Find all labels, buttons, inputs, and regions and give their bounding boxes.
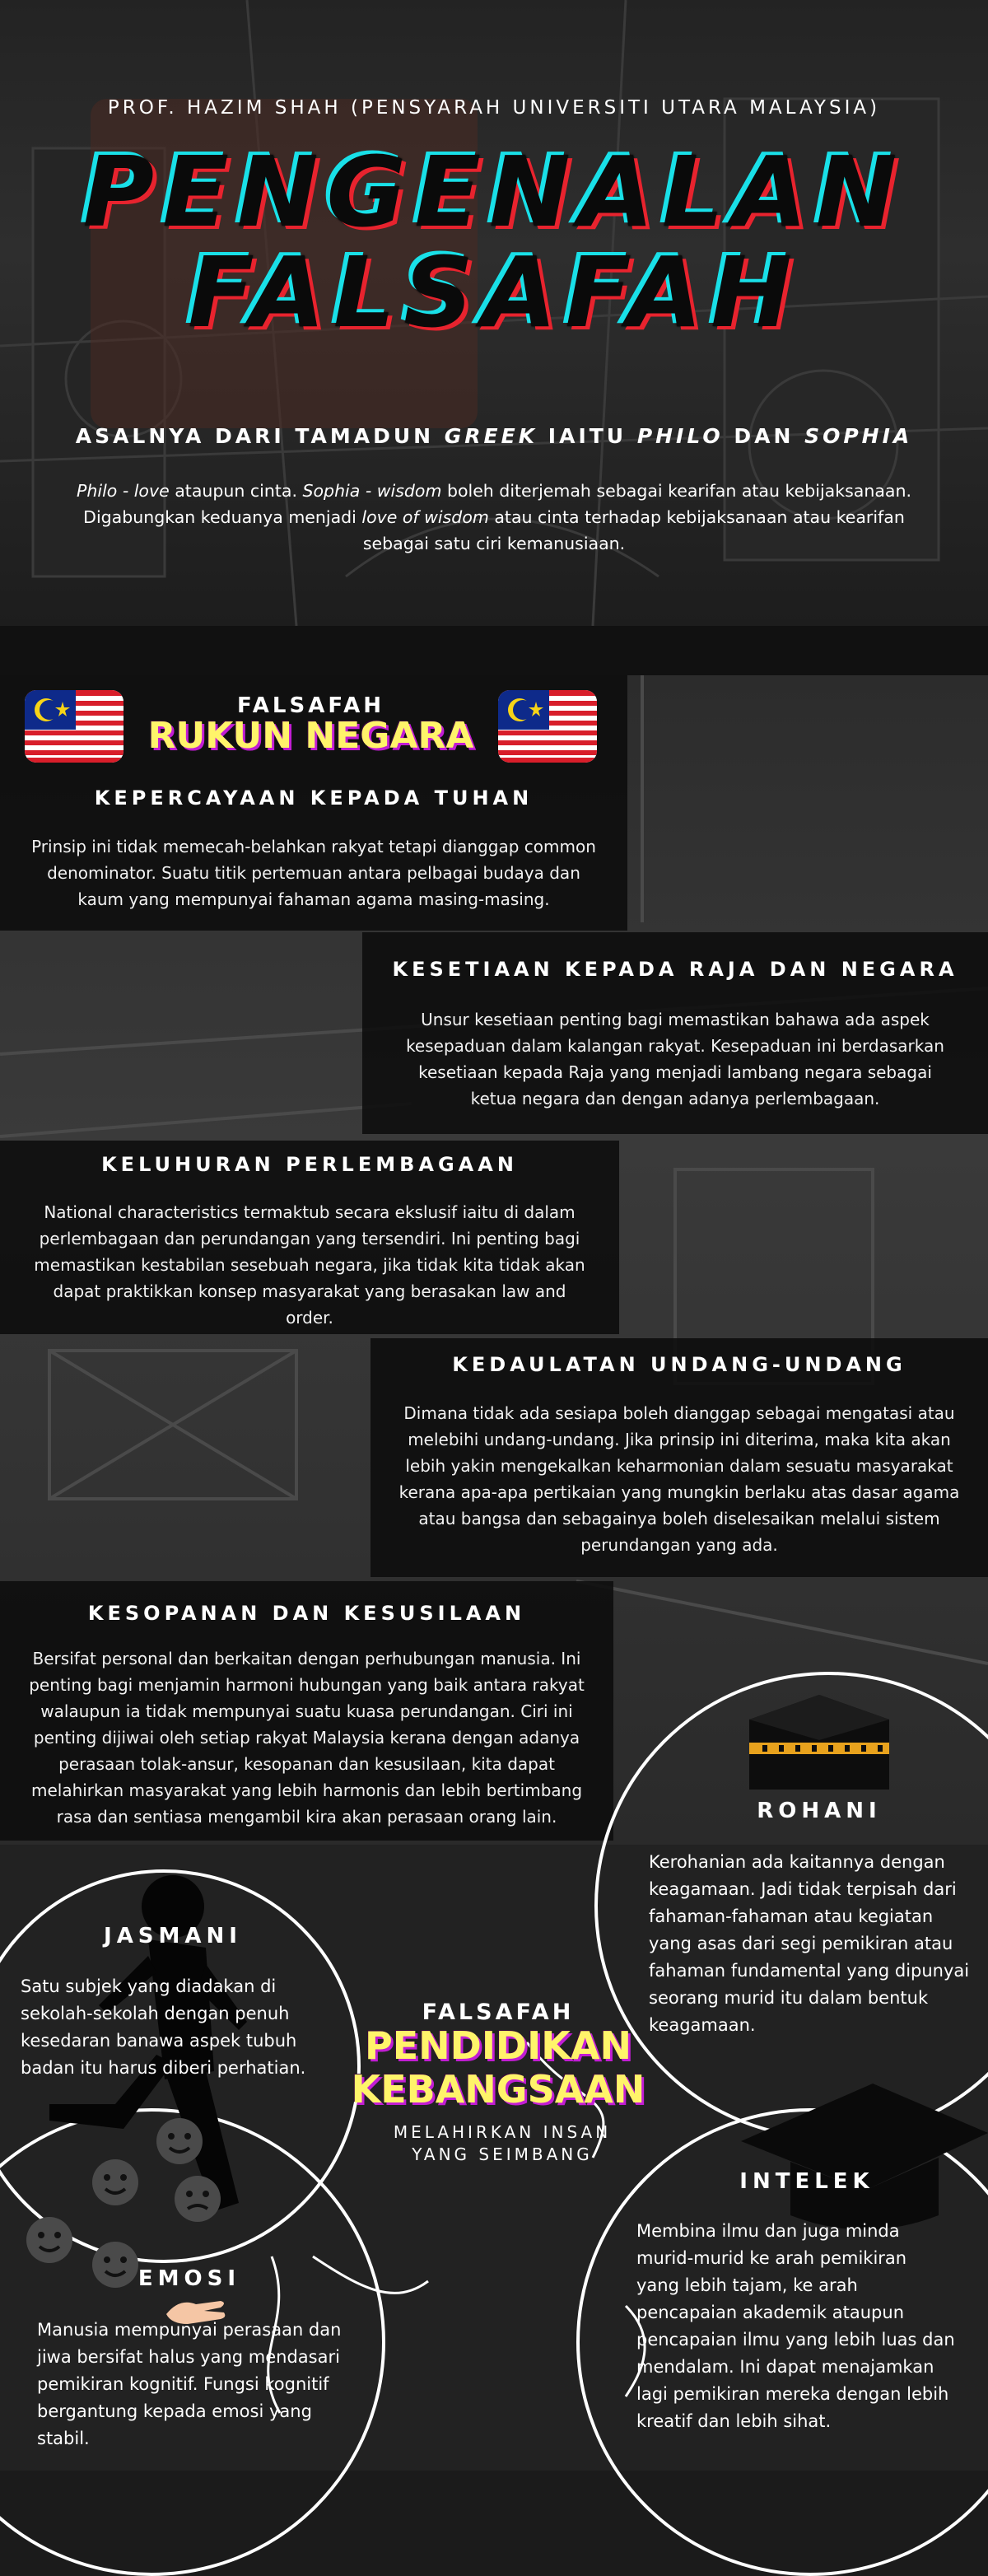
body-line: kerana apa-apa pertikaian yang mungkin berlaku atas dasar agama (398, 1482, 960, 1502)
pendidikan-subtitle-1: MELAHIRKAN INSAN (393, 2122, 612, 2142)
main-title-line2: FALSAFAH (188, 236, 800, 349)
body-line: ketua negara dan dengan adanya perlembagaan. (470, 1089, 880, 1108)
body-line: seorang murid itu dalam bentuk (649, 1988, 929, 2008)
body-line: lagi pemikiran mereka dengan lebih (636, 2384, 949, 2404)
body-line: order. (286, 1308, 333, 1328)
body-line: dapat praktikkan konsep masyarakat yang berasakan law and (53, 1281, 566, 1301)
body-line: Membina ilmu dan juga minda (636, 2221, 900, 2241)
rohani-title: ROHANI (757, 1799, 882, 1823)
rukun-item-body (0, 1199, 619, 1331)
body-line: bergantung kepada emosi yang (37, 2401, 312, 2421)
rukun-item-body (370, 1400, 988, 1558)
origin-body-line1 (0, 478, 988, 504)
pendidikan-label: FALSAFAH (422, 2000, 575, 2025)
body-line: Dimana tidak ada sesiapa boleh dianggap sebagai mengatasi atau (403, 1403, 955, 1423)
rukun-item-title: KELUHURAN PERLEMBAGAAN (101, 1153, 518, 1176)
body-line: Satu subjek yang diadakan di (21, 1976, 277, 1996)
origin-heading-sophia: SOPHIA (804, 424, 913, 448)
body-line: perundangan yang ada. (580, 1535, 778, 1555)
kaaba-icon (733, 1695, 906, 1797)
pendidikan-title-1: PENDIDIKAN (365, 2023, 631, 2068)
origin-text: atau cinta terhadap kebijaksanaan atau kearifan (488, 507, 905, 527)
origin-philo-text: Philo - love (77, 481, 170, 501)
emosi-title: EMOSI (137, 2266, 241, 2291)
body-line: kesepaduan dalam kalangan rakyat. Kesepaduan ini berdasarkan (406, 1036, 944, 1056)
body-line: sekolah-sekolah dengan penuh (21, 2004, 290, 2023)
origin-body (0, 478, 988, 557)
malaysia-flag-icon (25, 690, 124, 763)
origin-sophia-text: Sophia - wisdom (302, 481, 442, 501)
origin-heading-greek: GREEK (444, 424, 538, 448)
body-line: fahaman fundamental yang dipunyai (649, 1961, 970, 1981)
body-line: melahirkan masyarakat yang lebih harmonis dan lebih bertimbang (30, 1780, 583, 1800)
rohani-body (649, 1849, 988, 2039)
graduation-cap-icon (741, 2067, 988, 2235)
byline: PROF. HAZIM SHAH (PENSYARAH UNIVERSITI UTARA MALAYSIA) (107, 97, 881, 119)
body-line: mendalam. Ini dapat menajamkan (636, 2357, 934, 2377)
body-line: jiwa bersifat halus yang mendasari (37, 2347, 340, 2367)
intelek-title: INTELEK (739, 2169, 874, 2194)
body-line: badan itu harus diberi perhatian. (21, 2058, 306, 2078)
pendidikan-title-2: KEBANGSAAN (351, 2067, 645, 2112)
rukun-item-body (0, 1645, 613, 1830)
origin-heading-part: ASALNYA DARI TAMADUN (75, 424, 445, 448)
separator-band (0, 626, 988, 675)
rukun-item-title: KESOPANAN DAN KESUSILAAN (87, 1602, 526, 1625)
body-line: yang lebih tajam, ke arah (636, 2275, 858, 2295)
origin-heading-philo: PHILO (636, 424, 724, 448)
body-line: denominator. Suatu titik pertemuan antara pelbagai budaya dan (47, 863, 580, 883)
body-line: keagamaan. Jadi tidak terpisah dari (649, 1879, 957, 1899)
body-line: stabil. (37, 2429, 90, 2448)
body-line: Manusia mempunyai perasaan dan (37, 2320, 342, 2340)
rukun-item-body (362, 1006, 988, 1112)
origin-text: ataupun cinta. (169, 481, 303, 501)
body-line: rasa dan sentiasa mengambil kira akan perasaan orang lain. (56, 1807, 557, 1827)
body-line: Unsur kesetiaan penting bagi memastikan bahawa ada aspek (421, 1010, 930, 1029)
body-line: kesedaran banawa aspek tubuh (21, 2031, 297, 2051)
rukun-item-title: KEDAULATAN UNDANG-UNDANG (452, 1353, 906, 1376)
origin-text: boleh diterjemah sebagai kearifan atau kebijaksanaan. (441, 481, 911, 501)
body-line: keagamaan. (649, 2015, 756, 2035)
rukun-label: FALSAFAH (237, 693, 384, 718)
origin-heading-part: IAITU (538, 424, 637, 448)
emosi-body (37, 2317, 383, 2452)
jasmani-body (21, 1973, 350, 2082)
origin-body-line2 (0, 504, 988, 530)
body-line: memastikan kestabilan sesebuah negara, jika tidak kita tidak akan (34, 1255, 585, 1275)
body-line: Kerohanian ada kaitannya dengan (649, 1852, 945, 1872)
body-line: yang asas dari segi pemikiran atau (649, 1934, 953, 1953)
body-line: pencapaian ilmu yang lebih luas dan (636, 2330, 955, 2350)
body-line: atau bangsa dan sebagainya boleh diselesaikan melalui sistem (418, 1509, 940, 1528)
body-line: perasaan tolak-ansur, kesopanan dan kesusilaan, kita dapat (58, 1754, 555, 1774)
body-line: lebih yakin mengekalkan keharmonian dalam sesuatu masyarakat (405, 1456, 953, 1476)
origin-heading-part: DAN (723, 424, 805, 448)
body-line: murid-murid ke arah pemikiran (636, 2248, 907, 2268)
origin-body-line3: sebagai satu ciri kemanusiaan. (362, 534, 626, 553)
body-line: pencapaian akademik ataupun (636, 2303, 904, 2322)
main-title-line1: PENGENALAN (82, 135, 906, 249)
rukun-item-title: KESETIAAN KEPADA RAJA DAN NEGARA (392, 958, 958, 981)
body-line: kaum yang mempunyai fahaman agama masing-masing. (77, 889, 550, 909)
intelek-body (636, 2218, 988, 2435)
origin-text: Digabungkan keduanya menjadi (83, 507, 362, 527)
body-line: Bersifat personal dan berkaitan dengan perhubungan manusia. Ini (32, 1649, 581, 1668)
body-line: Prinsip ini tidak memecah-belahkan rakyat tetapi dianggap common (31, 837, 596, 856)
body-line: perlembagaan dan perundangan yang tersendiri. Ini penting bagi (39, 1229, 580, 1248)
body-line: melebihi undang-undang. Jika prinsip ini diterima, maka kita akan (408, 1430, 951, 1449)
body-line: walaupun ia tidak mempunyai suatu kuasa perundangan. Ciri ini (40, 1701, 573, 1721)
jasmani-title: JASMANI (104, 1924, 242, 1948)
body-line: National characteristics termaktub secara ekslusif iaitu di dalam (44, 1202, 576, 1222)
body-line: fahaman-fahaman atau kegiatan (649, 1906, 934, 1926)
origin-heading (0, 424, 988, 448)
body-line: penting bagi menjamin harmoni hubungan yang baik antara rakyat (29, 1675, 585, 1695)
body-line: kreatif dan lebih sihat. (636, 2411, 832, 2431)
rukun-item-title: KEPERCAYAAN KEPADA TUHAN (94, 786, 534, 810)
body-line: penting dijiwai oleh setiap rakyat Malaysia kerana dengan adanya (33, 1728, 580, 1748)
pendidikan-subtitle-2: YANG SEIMBANG (412, 2144, 593, 2164)
rukun-title: RUKUN NEGARA (147, 715, 474, 757)
origin-love-of-wisdom: love of wisdom (361, 507, 489, 527)
rukun-item-body (0, 833, 627, 912)
body-line: pemikiran kognitif. Fungsi kognitif (37, 2374, 329, 2394)
malaysia-flag-icon (498, 690, 597, 763)
body-line: kesetiaan kepada Raja yang menjadi lambang negara sebagai (418, 1062, 932, 1082)
